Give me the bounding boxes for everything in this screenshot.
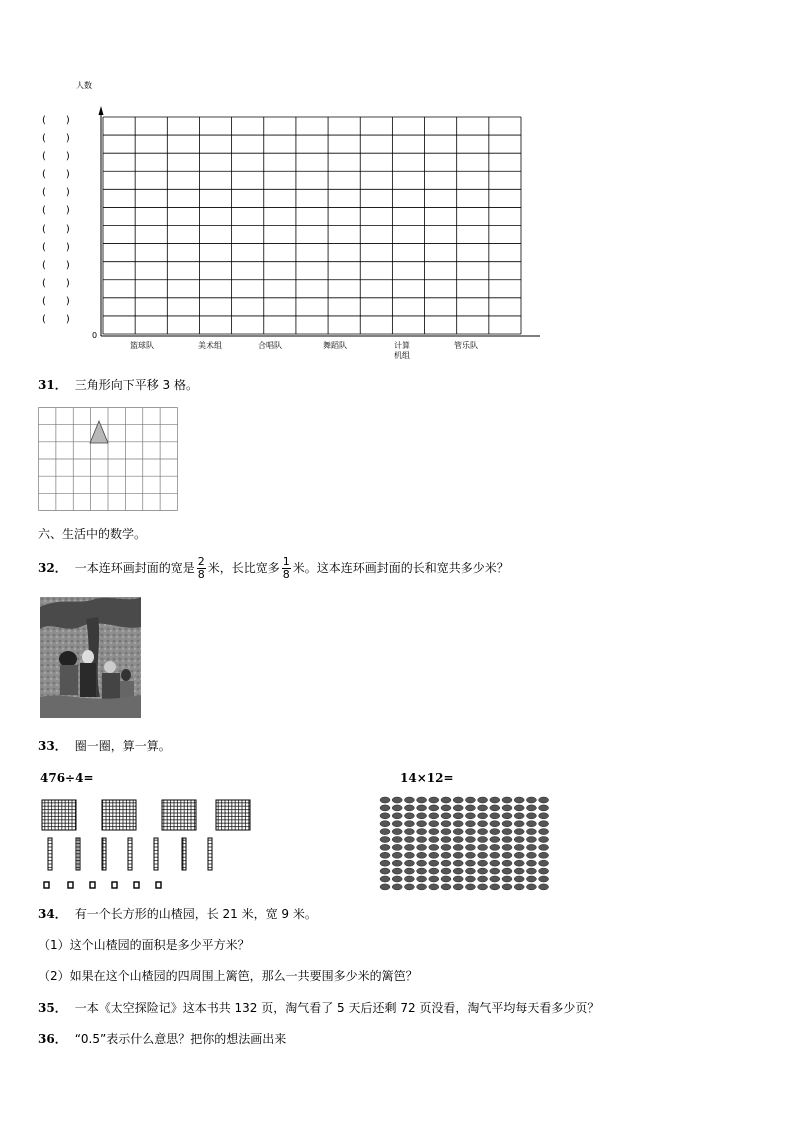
oval-dot [453,797,463,803]
oval-dot [404,844,414,850]
oval-dot [490,805,500,811]
category-label-line1: 篮球队 [130,341,154,350]
oval-dot [526,805,536,811]
oval-dot [417,821,427,827]
y-axis-blank[interactable]: ( ) [42,169,70,181]
x-axis-category [254,341,286,351]
oval-dot [417,844,427,850]
oval-dot [380,844,390,850]
oval-dot [380,868,390,874]
oval-dot [453,884,463,890]
oval-dot [490,821,500,827]
oval-dot [404,829,414,835]
y-axis-label: 人数 [76,81,92,90]
x-axis-category [386,341,418,361]
fraction-two-eighths: $\frac{2}{8}$ [197,555,205,581]
oval-dot [502,813,512,819]
ten-rod [208,838,212,870]
question-text: 有一个长方形的山楂园，长 21 米，宽 9 米。 [74,907,317,921]
y-axis-blank[interactable]: ( ) [42,223,70,235]
oval-dot [429,829,439,835]
oval-dot [380,876,390,882]
oval-dot [490,868,500,874]
oval-dot [514,860,524,866]
oval-dot [380,829,390,835]
oval-dot [539,813,549,819]
oval-dot [404,860,414,866]
oval-dot [514,852,524,858]
question-number: 31． [38,378,67,392]
oval-dot [392,884,402,890]
question-34-part-2: （2）如果在这个山楂园的四周围上篱笆，那么一共要围多少米的篱笆？ [38,969,418,983]
y-axis-blank[interactable]: ( ) [42,205,70,217]
oval-dot [417,797,427,803]
oval-dot [404,876,414,882]
one-cube [68,882,73,888]
oval-dot [478,813,488,819]
oval-dot [502,837,512,843]
question-number: 32． [38,561,67,575]
oval-dot [478,805,488,811]
oval-dot [453,860,463,866]
oval-dot [514,797,524,803]
oval-dot [465,860,475,866]
oval-dot [453,837,463,843]
triangle-shape [90,421,108,443]
oval-dot [417,860,427,866]
category-label-line1: 舞蹈队 [323,341,347,350]
oval-dot [490,829,500,835]
oval-dot [478,797,488,803]
question-34 [38,906,317,922]
oval-dot [465,821,475,827]
oval-dot [465,844,475,850]
oval-dot [526,884,536,890]
oval-dot [380,837,390,843]
question-number: 34． [38,907,67,921]
oval-dot [417,837,427,843]
oval-dot [514,868,524,874]
oval-dot [453,852,463,858]
oval-dot [490,852,500,858]
oval-dot [453,805,463,811]
oval-dot [539,829,549,835]
oval-dot [392,844,402,850]
oval-dot [526,821,536,827]
oval-dot [404,821,414,827]
oval-dot [392,813,402,819]
oval-dot [392,821,402,827]
oval-dot [417,884,427,890]
oval-dot [441,829,451,835]
oval-dot [380,860,390,866]
oval-dot [392,852,402,858]
bar-chart [0,0,794,370]
question-32 [38,553,509,583]
y-axis-blank[interactable]: ( ) [42,187,70,199]
oval-dot [441,797,451,803]
oval-dot [453,813,463,819]
oval-dot [441,884,451,890]
oval-dot [478,852,488,858]
oval-dot [429,884,439,890]
oval-dot [478,829,488,835]
oval-dot [441,860,451,866]
one-cube [134,882,139,888]
oval-dot [526,868,536,874]
oval-dot [441,813,451,819]
oval-dot [539,805,549,811]
section-title: 六、生活中的数学。 [38,527,147,541]
oval-dot [453,876,463,882]
oval-dot [490,813,500,819]
oval-dot [478,868,488,874]
question-number: 35． [38,1001,67,1015]
question-text: 米。这本连环画封面的长和宽共多少米？ [292,561,509,575]
question-36 [38,1031,286,1047]
oval-dot [502,805,512,811]
category-label-line1: 美术组 [198,341,222,350]
oval-dot [490,837,500,843]
comic-cover-image [40,597,141,718]
oval-dot [526,813,536,819]
oval-dot [502,844,512,850]
oval-dot [417,829,427,835]
question-31 [38,377,198,393]
category-label-line2: 机组 [394,351,410,360]
question-text: 米，长比宽多 [207,561,280,575]
one-cube [156,882,161,888]
x-axis-category [126,341,158,351]
oval-dot [380,805,390,811]
oval-dot [380,813,390,819]
oval-dot [404,837,414,843]
oval-dot [490,797,500,803]
one-cube [44,882,49,888]
question-35 [38,1000,599,1016]
oval-dot [404,805,414,811]
ten-rod [128,838,132,870]
y-axis-blank[interactable]: ( ) [42,115,70,126]
oval-dot [392,829,402,835]
y-axis-blank[interactable]: ( ) [42,241,70,253]
oval-dot [539,852,549,858]
ten-rod [76,838,80,870]
y-axis-blank[interactable]: ( ) [42,259,70,271]
oval-dot [539,868,549,874]
oval-dot [429,805,439,811]
oval-dot [514,829,524,835]
oval-dot [453,821,463,827]
oval-dot [417,868,427,874]
oval-dot [429,813,439,819]
oval-dot [465,884,475,890]
category-label-line1: 合唱队 [258,341,282,350]
oval-dot [502,868,512,874]
oval-dot [465,852,475,858]
question-33 [38,738,171,754]
oval-dot [539,844,549,850]
oval-dot [392,797,402,803]
oval-dot [490,860,500,866]
oval-dot [404,852,414,858]
x-axis-category [319,341,351,351]
one-cube [90,882,95,888]
oval-dot [392,860,402,866]
oval-dot [539,860,549,866]
oval-dot [478,876,488,882]
oval-dot [429,821,439,827]
oval-dot [502,852,512,858]
expression-right: 14×12= [400,771,454,785]
oval-dot [514,821,524,827]
oval-dot [404,868,414,874]
question-text: 一本连环画封面的宽是 [74,561,195,575]
oval-dot [514,837,524,843]
oval-dot [478,884,488,890]
question-text: 三角形向下平移 3 格。 [74,378,198,392]
origin-label: 0 [92,331,98,340]
oval-dot [478,860,488,866]
oval-dot [539,884,549,890]
oval-dot [514,876,524,882]
oval-dot [441,805,451,811]
oval-dot [514,844,524,850]
oval-dot [441,852,451,858]
oval-dot [392,868,402,874]
oval-dot [490,884,500,890]
oval-dot [490,844,500,850]
y-axis-blank[interactable]: ( ) [42,313,70,325]
fraction-one-eighth: $\frac{1}{8}$ [282,555,290,581]
oval-dot [502,797,512,803]
question-text: 一本《太空探险记》这本书共 132 页，淘气看了 5 天后还剩 72 页没看，淘气平均每天看多少页？ [74,1001,600,1015]
oval-dot [465,876,475,882]
x-axis-category [194,341,226,351]
ten-rod [48,838,52,870]
oval-dot [453,844,463,850]
oval-dot [539,837,549,843]
oval-dot [404,813,414,819]
hundred-block [102,800,136,830]
oval-dot [380,821,390,827]
y-axis-blank[interactable]: ( ) [42,151,70,163]
oval-dot [404,797,414,803]
category-label-line1: 计算 [394,341,410,350]
oval-dot [478,844,488,850]
oval-dot [441,868,451,874]
oval-dot [502,860,512,866]
oval-dot [417,876,427,882]
oval-dot [441,821,451,827]
oval-dot [502,876,512,882]
oval-dot [526,829,536,835]
oval-dot [392,876,402,882]
oval-dot [429,868,439,874]
oval-dot [429,876,439,882]
oval-dot [453,868,463,874]
oval-dot [526,860,536,866]
oval-dot [404,884,414,890]
base-ten-blocks [38,796,268,896]
oval-dot [539,876,549,882]
oval-dot [526,844,536,850]
question-34-part-1: （1）这个山楂园的面积是多少平方米？ [38,938,250,952]
oval-dot [539,797,549,803]
translation-grid [38,407,178,513]
oval-dot [429,844,439,850]
question-text: “0.5”表示什么意思？把你的想法画出来 [74,1032,287,1046]
hundred-block [42,800,76,830]
oval-dot [417,813,427,819]
oval-dot [441,876,451,882]
oval-dot [478,837,488,843]
oval-dot [502,821,512,827]
oval-dot [502,829,512,835]
oval-dot [392,805,402,811]
oval-dot [465,797,475,803]
one-cube [112,882,117,888]
oval-dot [380,884,390,890]
question-text: 圈一圈，算一算。 [74,739,171,753]
oval-dot [441,837,451,843]
oval-dot [392,837,402,843]
oval-dot [465,813,475,819]
oval-dot [417,852,427,858]
oval-dot [514,813,524,819]
oval-dot [429,837,439,843]
oval-dot [380,797,390,803]
ten-rod [182,838,186,870]
x-axis-category [450,341,482,351]
oval-dot [465,868,475,874]
oval-dot [453,829,463,835]
oval-dot [417,805,427,811]
oval-dot [429,797,439,803]
hundred-block [216,800,250,830]
y-axis-blank[interactable]: ( ) [42,133,70,145]
chart-grid [0,0,794,370]
oval-dot [490,876,500,882]
oval-dot [441,844,451,850]
question-number: 33． [38,739,67,753]
question-number: 36． [38,1032,67,1046]
oval-dot [478,821,488,827]
oval-dot [465,837,475,843]
oval-dot-array [378,796,558,896]
ten-rod [154,838,158,870]
oval-dot [465,829,475,835]
category-label-line1: 管乐队 [454,341,478,350]
hundred-block [162,800,196,830]
oval-dot [526,876,536,882]
oval-dot [539,821,549,827]
oval-dot [526,852,536,858]
oval-dot [526,837,536,843]
oval-dot [380,852,390,858]
oval-dot [429,852,439,858]
oval-dot [465,805,475,811]
y-axis-blank[interactable]: ( ) [42,277,70,289]
expression-left: 476÷4= [40,771,94,785]
oval-dot [514,884,524,890]
oval-dot [429,860,439,866]
ten-rod [102,838,106,870]
oval-dot [514,805,524,811]
y-axis-blank[interactable]: ( ) [42,295,70,307]
oval-dot [502,884,512,890]
oval-dot [526,797,536,803]
